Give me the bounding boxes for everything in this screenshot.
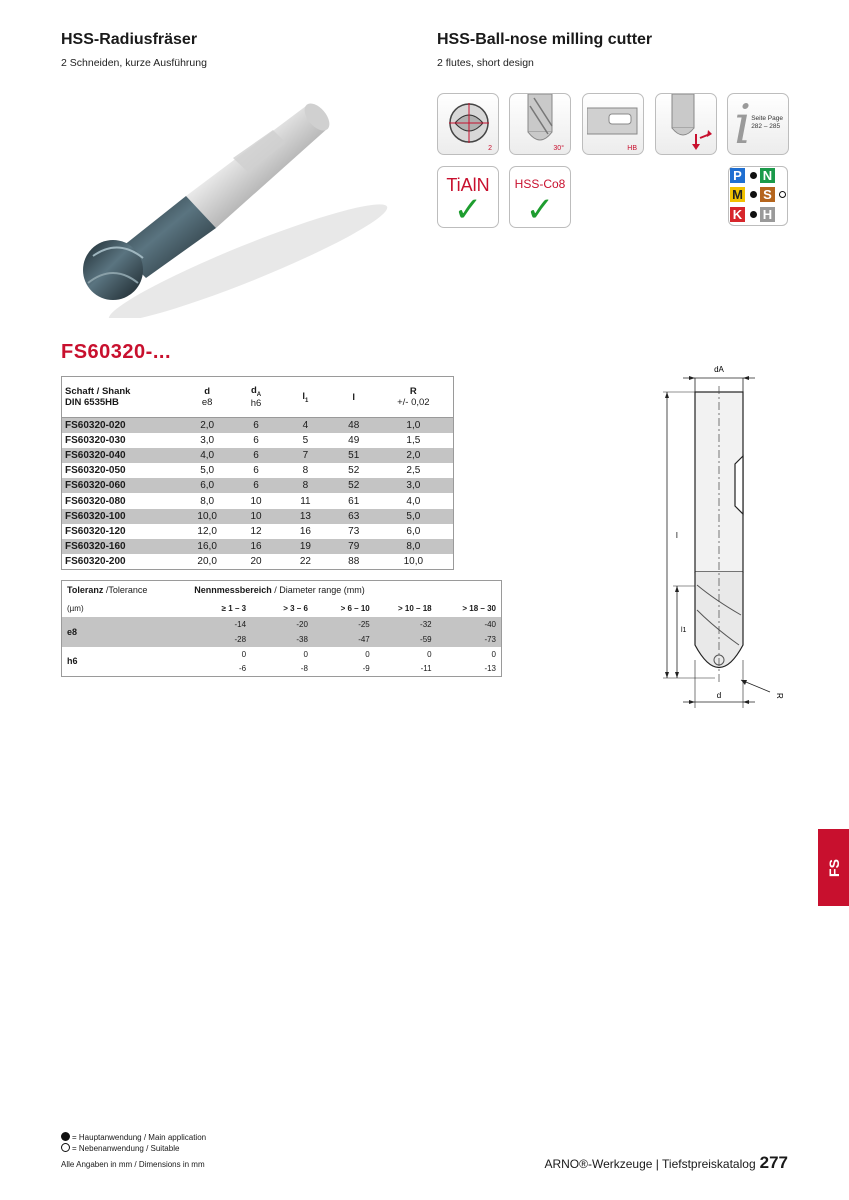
tolerance-table [61, 580, 502, 677]
material-n: N [760, 168, 775, 183]
table-cell: 3,0 [200, 434, 215, 446]
material-h: H [760, 207, 775, 222]
table-cell: -59 [375, 632, 437, 647]
d-label: d [716, 691, 722, 700]
table-cell: 2,5 [406, 465, 421, 477]
table-cell: 20,0 [197, 556, 217, 568]
table-cell: 5 [302, 434, 309, 446]
table-cell: 0 [303, 649, 308, 659]
unit-label: (µm) [67, 603, 84, 613]
col-d: d e8 [201, 386, 213, 408]
e8-upper-row [62, 617, 502, 632]
range-header-row [62, 600, 502, 617]
diameter-range-title: Nennmessbereich / Diameter range (mm) [194, 585, 365, 596]
legend-main: = Hauptanwendung / Main application [61, 1132, 206, 1143]
table-row [62, 478, 454, 493]
table-cell: 6 [235, 418, 277, 433]
dA-label: dA [714, 365, 724, 374]
material-p: P [730, 168, 745, 183]
material-p-dot [750, 172, 757, 179]
material-label: HSS-Co8 [514, 177, 566, 191]
article-code: FS60320-200 [65, 556, 126, 568]
info-icon: i [734, 93, 752, 155]
table-cell: -25 [313, 617, 375, 632]
material-s: S [760, 187, 775, 202]
article-code: FS60320-100 [62, 509, 180, 524]
table-cell: 5,0 [374, 509, 454, 524]
table-row [62, 524, 454, 539]
product-code: FS60320-... [61, 341, 172, 363]
table-cell: -6 [238, 664, 247, 674]
table-cell: 16 [235, 539, 277, 554]
table-cell: -32 [375, 617, 437, 632]
table-cell: -38 [251, 632, 313, 647]
col-shank: Schaft / Shank DIN 6535HB [65, 386, 131, 408]
table-row [62, 418, 454, 433]
table-cell: 12 [250, 525, 262, 537]
dimensions-note: Alle Angaben in mm / Dimensions in mm [61, 1160, 205, 1169]
table-row [62, 554, 454, 569]
table-cell: 16,0 [179, 539, 235, 554]
section-tab-fs[interactable]: FS [818, 829, 849, 906]
table-header-row [62, 377, 454, 418]
info-page-ref: Seite Page 282 – 285 [751, 115, 783, 130]
shank-label: HB [627, 145, 637, 152]
table-cell: 11 [300, 495, 311, 507]
table-cell: 52 [348, 465, 360, 477]
legend [61, 1132, 206, 1153]
shank-tile [582, 93, 644, 155]
col-R: R +/- 0,02 [397, 386, 430, 408]
table-cell: 8,0 [374, 539, 454, 554]
dimensions-table [61, 376, 454, 570]
table-cell: 8,0 [200, 495, 215, 507]
material-k: K [730, 207, 745, 222]
table-cell: 1,5 [406, 434, 421, 446]
helix-label: 30° [553, 145, 564, 152]
table-cell: 10,0 [403, 556, 424, 568]
R-label: R [775, 693, 784, 699]
range-col: > 3 – 6 [283, 603, 308, 613]
article-code: FS60320-040 [62, 448, 180, 463]
plunge-arrows-icon [664, 94, 714, 152]
table-cell: 79 [334, 539, 374, 554]
range-col: > 6 – 10 [340, 603, 370, 613]
table-cell: 8 [302, 465, 309, 477]
table-cell: 1,0 [374, 418, 454, 433]
table-row [62, 493, 454, 508]
material-tile [509, 166, 571, 228]
article-code: FS60320-120 [65, 525, 126, 537]
table-cell: 52 [334, 478, 374, 493]
material-m-dot [750, 191, 757, 198]
footer-brand: ARNO®-Werkzeuge | Tiefstpreiskatalog 277 [544, 1153, 788, 1172]
table-cell: 0 [241, 649, 247, 659]
e8-label: e8 [62, 617, 190, 647]
l-label: l [676, 531, 678, 540]
table-cell: -8 [300, 664, 308, 674]
article-code: FS60320-050 [65, 465, 126, 477]
col-l1: $l_1$ [302, 390, 309, 404]
table-cell: 0 [427, 649, 432, 659]
table-cell: -40 [437, 617, 502, 632]
material-m: M [730, 187, 745, 202]
range-col: > 18 – 30 [462, 603, 496, 613]
table-cell: -13 [484, 664, 496, 674]
table-cell: 2,0 [374, 448, 454, 463]
table-row [62, 539, 454, 554]
subtitle-english: 2 flutes, short design [437, 57, 534, 69]
table-cell: 6 [235, 448, 277, 463]
l1-label: l1 [681, 627, 687, 634]
table-cell: 7 [277, 448, 334, 463]
article-code: FS60320-030 [65, 434, 126, 446]
col-l: l [352, 391, 356, 403]
table-cell: 16 [299, 525, 311, 537]
table-row [62, 509, 454, 524]
table-cell: 48 [334, 418, 374, 433]
table-cell: 5,0 [200, 465, 215, 477]
material-k-dot [750, 211, 757, 218]
table-cell: 49 [348, 434, 360, 446]
helix-icon [522, 94, 558, 144]
table-row [62, 448, 454, 463]
table-cell: 10,0 [179, 509, 235, 524]
table-cell: -9 [362, 664, 370, 674]
table-cell: 10 [235, 509, 277, 524]
info-tile[interactable] [727, 93, 789, 155]
subtitle-german: 2 Schneiden, kurze Ausführung [61, 57, 207, 69]
title-german: HSS-Radiusfräser [61, 31, 198, 48]
cross-section-icon [447, 101, 491, 145]
table-cell: 20 [250, 556, 262, 568]
table-cell: 61 [348, 495, 360, 507]
material-s-dot [779, 191, 786, 198]
table-cell: 4,0 [406, 495, 421, 507]
table-cell: 6,0 [406, 525, 421, 537]
col-dA: $d_A$ h6 [250, 385, 262, 409]
table-cell: 63 [334, 509, 374, 524]
table-cell: 88 [348, 556, 360, 568]
table-cell: 12,0 [197, 525, 217, 537]
tolerance-header-row [62, 581, 502, 600]
legend-suitable: = Nebenanwendung / Suitable [61, 1143, 206, 1154]
page-number: 277 [759, 1153, 788, 1172]
table-cell: 0 [491, 649, 496, 659]
table-cell: -47 [313, 632, 375, 647]
table-row [62, 433, 454, 448]
table-cell: 22 [299, 556, 311, 568]
flutes-label: 2 [488, 145, 492, 152]
table-cell: -20 [251, 617, 313, 632]
article-code: FS60320-020 [62, 418, 180, 433]
table-cell: 6 [253, 434, 259, 446]
table-cell: 6 [235, 478, 277, 493]
tool-image [58, 88, 398, 318]
table-cell: 6,0 [179, 478, 235, 493]
title-english: HSS-Ball-nose milling cutter [437, 31, 653, 48]
table-cell: 4,0 [179, 448, 235, 463]
table-cell: 13 [277, 509, 334, 524]
drilling-tile [655, 93, 717, 155]
h6-upper-row [62, 647, 502, 662]
table-cell: 0 [365, 649, 370, 659]
material-check-icon: ✓ [525, 191, 555, 228]
table-cell: -73 [437, 632, 502, 647]
range-col: ≥ 1 – 3 [221, 603, 247, 613]
table-cell: 4 [277, 418, 334, 433]
table-cell: 6 [253, 465, 259, 477]
table-cell: 51 [334, 448, 374, 463]
helix-tile [509, 93, 571, 155]
table-cell: 2,0 [179, 418, 235, 433]
table-cell: 73 [348, 525, 360, 537]
table-cell: -11 [420, 664, 432, 674]
shank-icon [587, 100, 641, 140]
material-grid [728, 166, 788, 226]
range-col: > 10 – 18 [398, 603, 432, 613]
tolerance-title: Toleranz /Tolerance [67, 585, 148, 596]
coating-check-icon: ✓ [453, 191, 483, 228]
coating-tile [437, 166, 499, 228]
technical-drawing [655, 360, 805, 715]
table-row [62, 463, 454, 478]
coating-label: TiAlN [446, 175, 490, 195]
table-cell: -14 [189, 617, 251, 632]
table-cell: -28 [189, 632, 251, 647]
article-code: FS60320-060 [62, 478, 180, 493]
table-cell: 3,0 [374, 478, 454, 493]
article-code: FS60320-080 [65, 495, 126, 507]
h6-label: h6 [67, 656, 78, 667]
flutes-tile [437, 93, 499, 155]
table-cell: 8 [277, 478, 334, 493]
table-cell: 19 [277, 539, 334, 554]
article-code: FS60320-160 [62, 539, 180, 554]
table-cell: 10 [250, 495, 262, 507]
